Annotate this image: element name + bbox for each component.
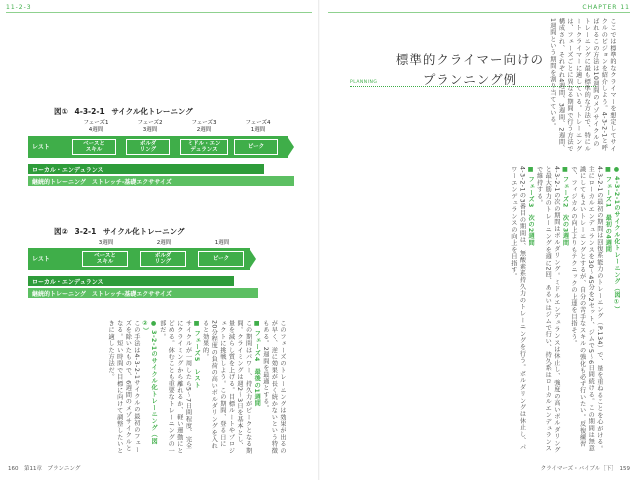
right-body-text xyxy=(358,166,620,456)
header-rule xyxy=(6,12,312,13)
phase-label: フェーズ1 4週間 xyxy=(83,120,109,133)
phase-peak: ピーク xyxy=(198,251,244,267)
figure-number: 図① xyxy=(54,107,68,116)
phase-peak: ピーク xyxy=(234,139,278,155)
title-line-2: プランニング例 xyxy=(422,72,518,87)
phase-label: 2週間 xyxy=(156,240,172,246)
paragraph: 4-3-2-1の次の期間はボルダリング。ミドルエンデュランスは休止し、強度の高いボルダリングと最大筋力のトレーニングを週に2回、あるいはジムで行い、持久系はローカルエンデュランスで維持する。 xyxy=(535,166,560,454)
section-heading: ● 3-2-1のサイクル化トレーニング（図②） xyxy=(141,320,158,445)
figure-title xyxy=(54,226,304,238)
section-heading: ■ フェーズ1 最初の4週間 xyxy=(604,166,612,253)
section-heading: ■ フェーズ4 最後の1週間 xyxy=(253,320,261,407)
paragraph: この期間はパワー、持久力がピークとなる期間。クライミングは週2～3日を基本とし、量を減らし質を上げる。目標ルートやプロジェクトに挑戦しよう。この期間、登る日に20分程度の負荷の高いボルダリングを入れると効果的。 xyxy=(201,320,252,454)
local-endurance-bar: ローカル・エンデュランス xyxy=(28,164,264,174)
figure-4-3-2-1 xyxy=(28,106,304,210)
figure-3-2-1 xyxy=(28,226,304,306)
phase-label: 1週間 xyxy=(214,240,230,246)
phase-label: フェーズ2 3週間 xyxy=(137,120,163,133)
arrow-icon xyxy=(288,138,294,156)
rest-label: レスト xyxy=(32,256,50,263)
phase-label: フェーズ3 2週間 xyxy=(191,120,217,133)
chapter-label: CHAPTER 11 xyxy=(582,4,630,11)
rest-label: レスト xyxy=(32,144,50,151)
continuous-training-bar: 継続的トレーニング ストレッチ-基礎エクササイズ xyxy=(28,288,258,298)
phase-middle-endurance: ミドル・エン デュランス xyxy=(180,139,228,155)
phase-label: 3週間 xyxy=(98,240,114,246)
phase-base-skill: ベースと スキル xyxy=(72,139,116,155)
section-heading: ■ フェーズ3 次の2週間 xyxy=(527,166,535,247)
figure-number: 図② xyxy=(54,227,68,236)
left-body-text xyxy=(34,320,286,454)
section-heading: ● 4-3-2-1のサイクル化トレーニング（図①） xyxy=(613,166,620,313)
phase-bouldering: ボルダ リング xyxy=(126,139,170,155)
continuous-training-bar: 継続的トレーニング ストレッチ-基礎エクササイズ xyxy=(28,176,294,186)
arrow-icon xyxy=(250,250,256,268)
phase-label: フェーズ4 1週間 xyxy=(245,120,271,133)
figure-caption: サイクル化トレーニング xyxy=(103,227,185,236)
page-footer: 160 第11章 プランニング xyxy=(8,466,81,472)
phase-base-skill: ベースと スキル xyxy=(82,251,128,267)
section-heading: ■ フェーズ2 次の3週間 xyxy=(561,166,569,247)
paragraph: 4-3-2-1の最初の期間は回復系能力のトレーニング（P.134）で、量を重ねることを心がける。主にローカルエンデュランスを30～45分を2セット、ジムで5～6日間続ける。この期間は無意識にしてもよいトレーニングとするが、自分の苦手なスキルの強化も必ず行いたい。反復練習で、フィジカルの向上よりもテクニックの上達を目指そう。 xyxy=(570,166,603,453)
phase-bouldering: ボルダ リング xyxy=(140,251,186,267)
title-line-1: 標準的クライマー向けの xyxy=(395,52,545,67)
figure-caption: サイクル化トレーニング xyxy=(111,107,193,116)
section-code: 11-2-3 xyxy=(6,4,32,11)
paragraph: サイクルが一周したら5～7日間程度、完全にクライミングから離れるか、軽い運動にとどめる。休むことも重要なトレーニングの一部だ。 xyxy=(158,320,192,454)
paragraph: ここでは標準的なクライマーを想定してサイクルのビジョンを紹介しよう。4-3-2-1と呼ばれるこの方法は10週間のメゾサイクルのトレーニングに最も標準的な方法で、特にルートクライマーに適している。トレーニングは、フェーズごとに異なる期間で行う方法で構成され、それぞれ4週間、3週間、2週間、1週間という期間を割り当てている。 xyxy=(548,18,616,152)
planning-tag: PLANNING xyxy=(350,80,378,85)
local-endurance-bar: ローカル・エンデュランス xyxy=(28,276,234,286)
figure-code: 3-2-1 xyxy=(74,227,97,236)
page-footer: クライマーズ・バイブル［下］ 159 xyxy=(540,466,630,472)
header-rule xyxy=(328,12,630,13)
figure-code: 4-3-2-1 xyxy=(74,107,105,116)
paragraph: このフェーズのトレーニングは効果が出るのが早く、逆に効果が長く続かないという特徴もある。2週間を最適とする。 xyxy=(261,320,286,454)
figure-title xyxy=(54,106,304,118)
section-heading: ■ フェーズ5 レスト xyxy=(193,320,201,389)
intro-text xyxy=(476,18,616,154)
paragraph: 4-3-2-1の3番目の期間は、無酸素系持久力のトレーニングを行う。ボルダリングは休止し、パワーエンデュランスの向上を目指す。 xyxy=(509,166,526,451)
right-page xyxy=(320,0,640,480)
paragraph: この手法は4-3-2-1サイクルの最初のフェーズを除いたもので、6週間のメゾサイクルとなる。短い時間で目標に向けて調整したいときに適した方法だ。 xyxy=(107,320,140,454)
